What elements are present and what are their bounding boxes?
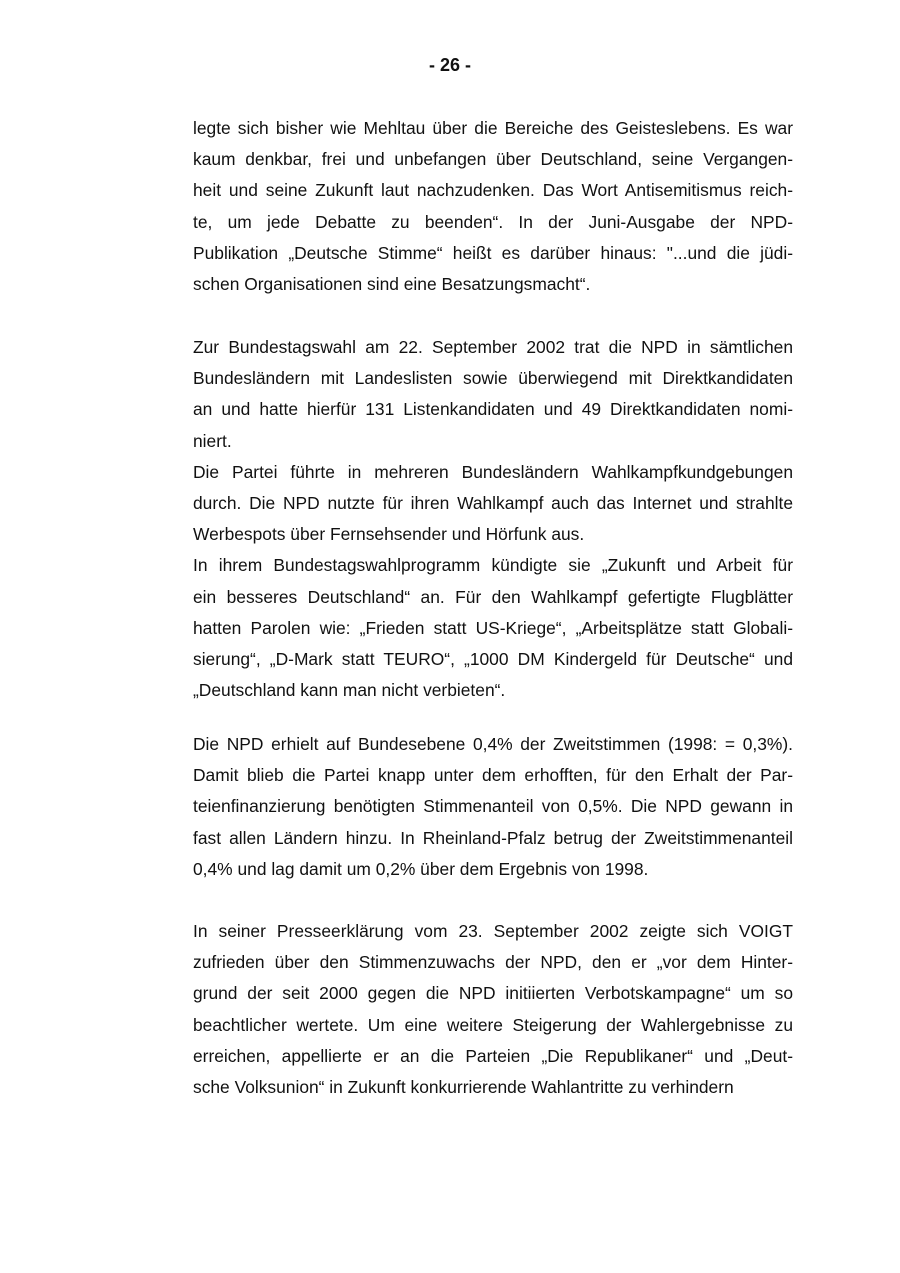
text-line: Publikation „Deutsche Stimme“ heißt es darüber hinaus: "...und die jüdi- xyxy=(193,242,793,263)
paragraph-4 xyxy=(193,916,793,1103)
text-line: beachtlicher wertete. Um eine weitere Steigerung der Wahlergebnisse zu xyxy=(193,1014,793,1035)
text-line: Zur Bundestagswahl am 22. September 2002 trat die NPD in sämtlichen xyxy=(193,337,793,357)
text-line: zufrieden über den Stimmenzuwachs der NPD, den er „vor dem Hinter- xyxy=(193,952,793,973)
text-line: In seiner Presseerklärung vom 23. September 2002 zeigte sich VOIGT xyxy=(193,921,793,941)
text-line: sierung“, „D-Mark statt TEURO“, „1000 DM Kindergeld für Deutsche“ und xyxy=(193,648,793,669)
text-line: niert. xyxy=(193,430,232,451)
text-line: te, um jede Debatte zu beenden“. In der Juni-Ausgabe der NPD- xyxy=(193,211,793,232)
text-line: Die Partei führte in mehreren Bundesländern Wahlkampfkundgebungen xyxy=(193,461,793,482)
text-line: fast allen Ländern hinzu. In Rheinland-Pfalz betrug der Zweitstimmenanteil xyxy=(193,827,793,848)
text-line: Werbespots über Fernsehsender und Hörfunk aus. xyxy=(193,524,585,545)
text-line: an und hatte hierfür 131 Listenkandidaten und 49 Direktkandidaten nomi- xyxy=(193,399,793,420)
text-line: 0,4% und lag damit um 0,2% über dem Ergebnis von 1998. xyxy=(193,858,649,879)
text-line: sche Volksunion“ in Zukunft konkurrierende Wahlantritte zu verhindern xyxy=(193,1076,734,1097)
text-line: ein besseres Deutschland“ an. Für den Wahlkampf gefertigte Flugblätter xyxy=(193,586,793,607)
text-line: kaum denkbar, frei und unbefangen über Deutschland, seine Vergangen- xyxy=(193,149,793,170)
paragraph-2 xyxy=(193,332,793,706)
text-line: „Deutschland kann man nicht verbieten“. xyxy=(193,680,506,701)
paragraph-3 xyxy=(193,729,793,885)
text-line: heit und seine Zukunft laut nachzudenken. Das Wort Antisemitismus reich- xyxy=(193,180,793,201)
text-line: erreichen, appellierte er an die Parteien „Die Republikaner“ und „Deut- xyxy=(193,1045,793,1066)
text-line: teienfinanzierung benötigten Stimmenanteil von 0,5%. Die NPD gewann in xyxy=(193,796,793,817)
text-line: hatten Parolen wie: „Frieden statt US-Kriege“, „Arbeitsplätze statt Globali- xyxy=(193,617,793,638)
text-line: schen Organisationen sind eine Besatzungsmacht“. xyxy=(193,273,591,294)
paragraph-1 xyxy=(193,113,793,300)
text-line: durch. Die NPD nutzte für ihren Wahlkampf auch das Internet und strahlte xyxy=(193,492,793,513)
text-line: Die NPD erhielt auf Bundesebene 0,4% der Zweitstimmen (1998: = 0,3%). xyxy=(193,734,793,754)
text-line: Damit blieb die Partei knapp unter dem erhofften, für den Erhalt der Par- xyxy=(193,765,793,786)
text-line: Bundesländern mit Landeslisten sowie überwiegend mit Direktkandidaten xyxy=(193,368,793,389)
text-line: legte sich bisher wie Mehltau über die Bereiche des Geisteslebens. Es war xyxy=(193,118,793,138)
text-line: grund der seit 2000 gegen die NPD initiierten Verbotskampagne“ um so xyxy=(193,983,793,1004)
text-line: In ihrem Bundestagswahlprogramm kündigte sie „Zukunft und Arbeit für xyxy=(193,555,793,576)
page-number: - 26 - xyxy=(428,55,471,75)
